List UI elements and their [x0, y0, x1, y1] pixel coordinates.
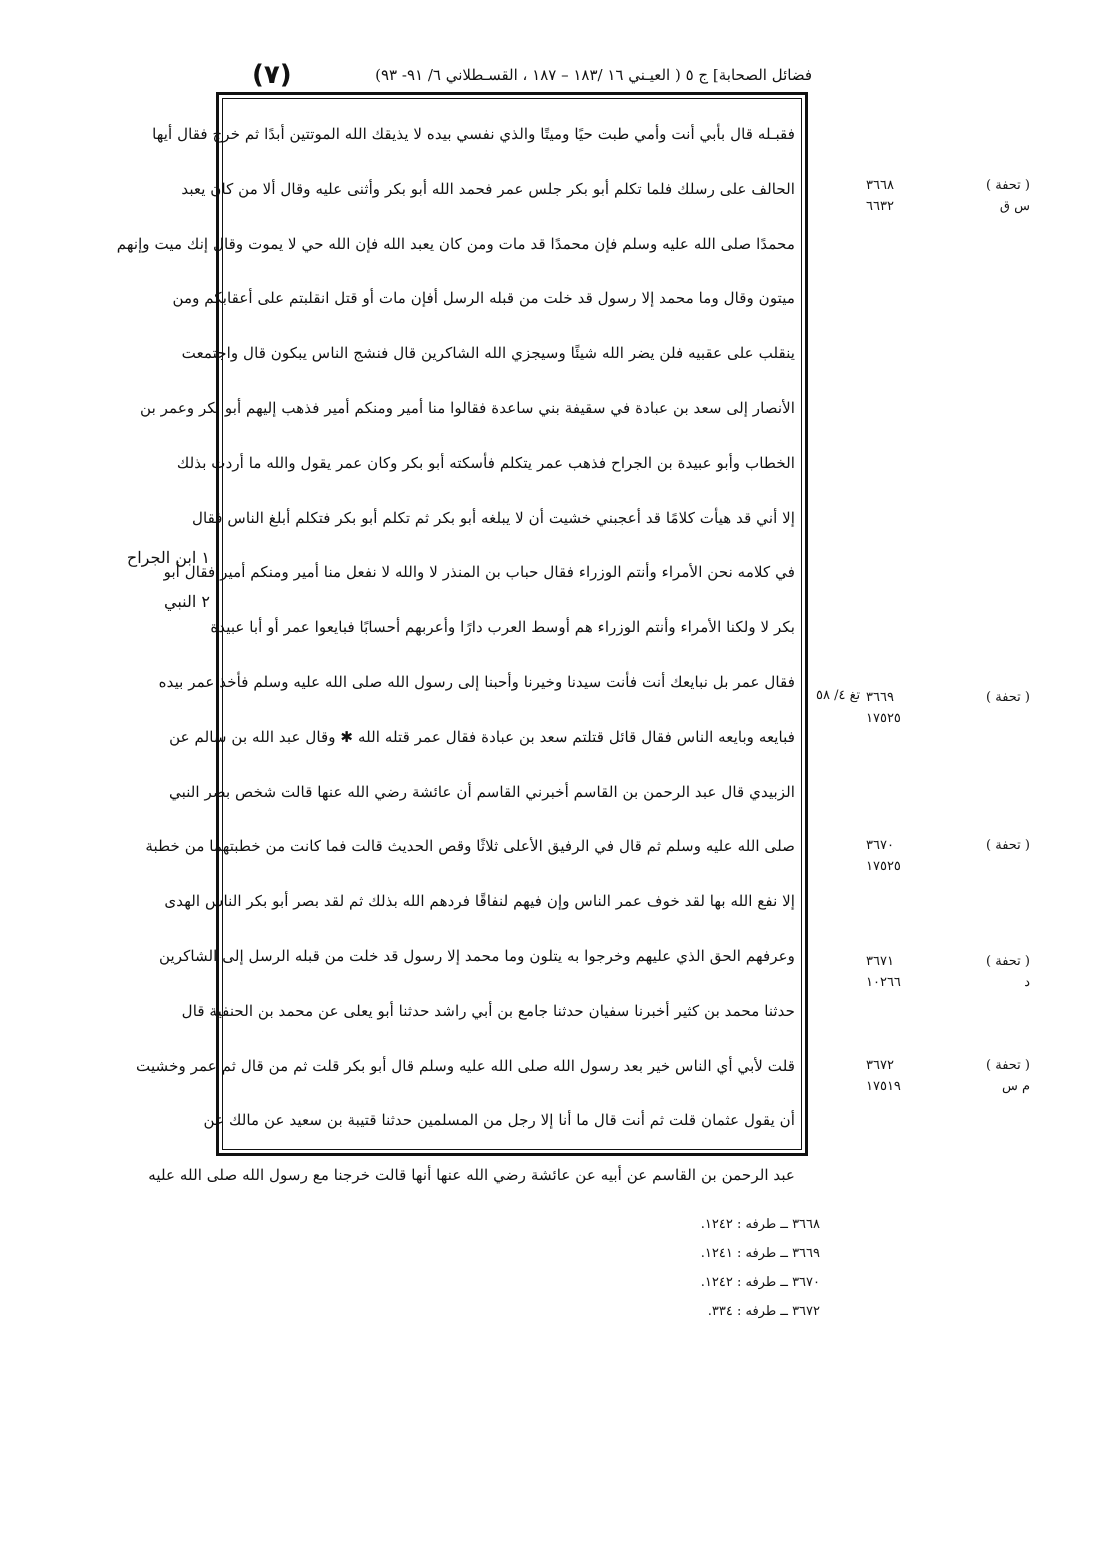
- hadith-number: ٣٦٦٩: [866, 690, 894, 705]
- text-line: الخطاب وأبو عبيدة بن الجراح فذهب عمر يتكلم فأسكته أبو بكر وكان عمر يقول والله ما أردت بذلك: [176, 453, 795, 472]
- text-line: فبايعه وبايعه الناس فقال قائل قتلتم سعد بن عبادة فقال عمر قتله الله ✱ وقال عبد الله بن سالم عن: [169, 727, 795, 746]
- hadith-number: ٣٦٦٨: [866, 178, 894, 193]
- tuhfa-number: ١٧٥١٩: [866, 1079, 901, 1094]
- tuhfa-number: ١٠٢٦٦: [866, 975, 901, 990]
- text-line: إلا أني قد هيأت كلامًا قد أعجبني خشيت أن لا يبلغه أبو بكر ثم تكلم أبو بكر فتكلم أبلغ الناس فقال: [191, 508, 795, 527]
- footnote: ٣٦٧٢ ــ طرفه : ٣٣٤.: [707, 1304, 820, 1319]
- tuhfa-ref: [860, 838, 1030, 874]
- collection-code: د: [1024, 975, 1030, 990]
- tuhfa-ref: [860, 954, 1030, 990]
- text-line: وعرفهم الحق الذي عليهم وخرجوا به يتلون وما محمد إلا رسول قد خلت من قبله الرسل إلى الشاكرين: [158, 946, 795, 965]
- variant-note: ١ ابن الجراح: [126, 548, 210, 567]
- tuhfa-label: ( تحفة ): [986, 954, 1030, 969]
- text-line: فقبـله قال بأبي أنت وأمي طبت حيًا وميتًا والذي نفسي بيده لا يذيقك الله الموتتين أبدًا ثم خرج فقال أيها: [152, 125, 795, 143]
- page-number: (٧): [252, 60, 292, 90]
- collection-code: م س: [1001, 1079, 1030, 1094]
- variant-note: ٢ النبي: [164, 592, 210, 611]
- text-line: فقال عمر بل نبايعك أنت فأنت سيدنا وخيرنا وأحبنا إلى رسول الله صلى الله عليه وسلم فأخذ عمر بيده: [158, 672, 795, 691]
- footnote: ٣٦٦٩ ــ طرفه : ١٢٤١.: [700, 1246, 820, 1261]
- text-line: أن يقول عثمان قلت ثم أنت قال ما أنا إلا رجل من المسلمين حدثنا قتيبة بن سعيد عن مالك عن: [203, 1111, 795, 1130]
- tuhfa-label: ( تحفة ): [986, 690, 1030, 705]
- collection-code: س ق: [999, 199, 1030, 214]
- hadith-number: ٣٦٧٠: [866, 838, 894, 853]
- hadith-number: ٣٦٧١: [866, 954, 894, 969]
- text-line: بكر لا ولكنا الأمراء وأنتم الوزراء هم أوسط العرب دارًا وأعربهم أحسابًا فبايعوا عمر أو أبا عبيدة: [210, 618, 795, 637]
- text-line: ميتون وقال وما محمد إلا رسول قد خلت من قبله الرسل أفإن مات أو قتل انقلبتم على أعقابكم ومن: [172, 289, 795, 308]
- tuhfa-label: ( تحفة ): [986, 838, 1030, 853]
- footnotes: [650, 1210, 820, 1326]
- tuhfa-ref: [860, 178, 1030, 214]
- tuhfa-label: ( تحفة ): [986, 1058, 1030, 1073]
- margin-reference: تغ ٤/ ٥٨: [816, 688, 861, 703]
- running-title: فضائل الصحابة] ج ٥ ( العيـني ١٦ /١٨٣ – ١٨٧ ، القسـطلاني ٦/ ٩١- ٩٣): [375, 66, 812, 84]
- text-line: إلا نفع الله بها لقد خوف عمر الناس وإن فيهم لنفاقًا فردهم الله بذلك ثم لقد بصر أبو بكر الناس الهدى: [164, 892, 795, 911]
- tuhfa-references: [860, 92, 1030, 1156]
- hadith-number: ٣٦٧٢: [866, 1058, 894, 1073]
- text-line: الزبيدي قال عبد الرحمن بن القاسم أخبرني القاسم أن عائشة رضي الله عنها قالت شخص بصر النبي: [168, 782, 795, 801]
- tuhfa-label: ( تحفة ): [986, 178, 1030, 193]
- footnote: ٣٦٦٨ ــ طرفه : ١٢٤٢.: [700, 1217, 820, 1232]
- text-line: عبد الرحمن بن القاسم عن أبيه عن عائشة رضي الله عنها أنها قالت خرجنا مع رسول الله صلى الله عليه: [148, 1166, 795, 1185]
- tuhfa-number: ٦٦٣٢: [866, 199, 894, 214]
- text-line: صلى الله عليه وسلم ثم قال في الرفيق الأعلى ثلاثًا وقص الحديث قالت فما كانت من خطبتهما من خطبة: [145, 837, 795, 856]
- text-line: الأنصار إلى سعد بن عبادة في سقيفة بني ساعدة فقالوا منا أمير ومنكم أمير فذهب إليهم أبو بكر وعمر بن: [140, 398, 795, 417]
- page-header: [240, 62, 812, 92]
- text-line: في كلامه نحن الأمراء وأنتم الوزراء فقال حباب بن المنذر لا والله لا نفعل منا أمير ومنكم أمير فقال أبو: [163, 563, 795, 582]
- tuhfa-ref: [860, 690, 1030, 726]
- footnote: ٣٦٧٠ ــ طرفه : ١٢٤٢.: [700, 1275, 820, 1290]
- text-line: الحالف على رسلك فلما تكلم أبو بكر جلس عمر فحمد الله أبو بكر وأثنى عليه وقال ألا من كان يعبد: [181, 179, 795, 198]
- text-line: حدثنا محمد بن كثير أخبرنا سفيان حدثنا جامع بن أبي راشد حدثنا أبو يعلى عن محمد بن الحنفية قال: [181, 1001, 795, 1020]
- text-line: محمدًا صلى الله عليه وسلم فإن محمدًا قد مات ومن كان يعبد الله فإن الله حي لا يموت وقال إنك ميت وإنهم: [116, 234, 795, 253]
- tuhfa-number: ١٧٥٢٥: [866, 711, 901, 726]
- text-line: قلت لأبي أي الناس خير بعد رسول الله صلى الله عليه وسلم قال أبو بكر قلت ثم من قال ثم عمر وخشيت: [136, 1056, 795, 1075]
- text-line: ينقلب على عقبيه فلن يضر الله شيئًا وسيجزي الله الشاكرين قال فنشج الناس يبكون قال واجتمعت: [181, 344, 795, 363]
- tuhfa-ref: [860, 1058, 1030, 1094]
- variant-notes: [100, 536, 210, 624]
- tuhfa-number: ١٧٥٢٥: [866, 859, 901, 874]
